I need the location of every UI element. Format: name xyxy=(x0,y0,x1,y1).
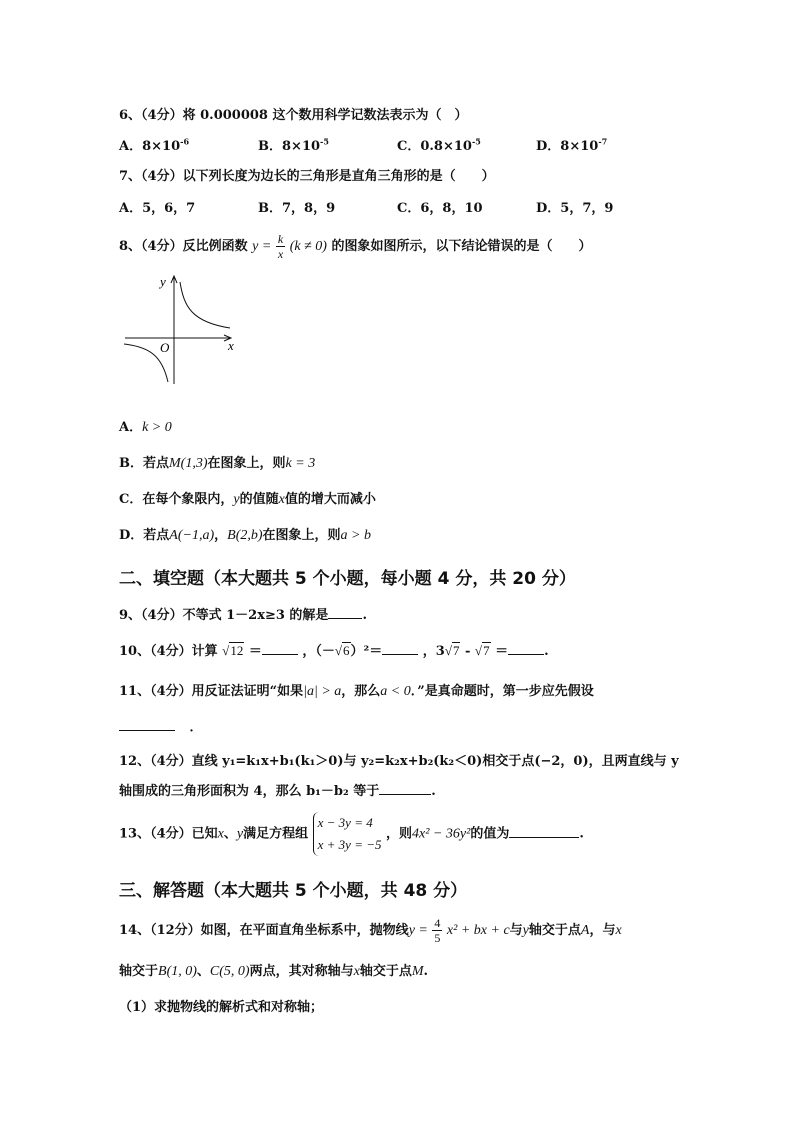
q8-option-a: A．k > 0 xyxy=(119,420,172,435)
x-axis-label: x xyxy=(228,338,234,353)
q7-option-d: D．5，7，9 xyxy=(536,201,614,216)
sqrt-12: √12 xyxy=(222,643,244,658)
q12-line-1: 12、（4分）直线 y₁=k₁x+b₁(k₁＞0)与 y₂=k₂x+b₂(k₂＜0)相交于点(−2，0)，且两直线与 y xyxy=(119,754,679,769)
q14-line-2: 轴交于B(1, 0)、C(5, 0)两点，其对称轴与x轴交于点M. xyxy=(119,964,429,979)
sqrt-7-a: √7 xyxy=(444,643,460,658)
q11-answer-line: ． xyxy=(119,716,203,735)
section-3-heading: 三、解答题（本大题共 5 个小题，共 48 分） xyxy=(119,881,468,901)
q6-option-a: A．$8\times 10^{-6}$ xyxy=(119,136,190,154)
q7-stem: 7、（4分）以下列长度为边长的三角形是直角三角形的是（ ） xyxy=(119,169,495,184)
q8-stem: 8、（4分）反比例函数 y = $\frac{k}{x}$ (k ≠ 0) 的图象如图所示，以下结论错误的是（ ） xyxy=(119,232,592,261)
q6-stem: 6、（4分）将 0.000008 这个数用科学记数法表示为（ ） xyxy=(119,108,468,123)
q14-line-1: 14、（12分）如图，在平面直角坐标系中，抛物线y = $\frac{4}{5}$ x² + bx + c与y轴交于点A，与x xyxy=(119,916,622,945)
q13: 13、（4分）已知x、y满足方程组 x − 3y = 4 x + 3y = −5 ，则4x² − 36y²的值为 . xyxy=(119,812,584,856)
q8-option-d: D．若点A(−1,a)，B(2,b)在图象上，则a > b xyxy=(119,528,371,543)
q10-blank-2[interactable] xyxy=(382,642,418,655)
q8-fraction: $\frac{k}{x}$ xyxy=(277,232,284,261)
q7-option-b: B．7，8，9 xyxy=(258,201,336,216)
sqrt-6: √6 xyxy=(334,643,350,658)
sqrt-7-b: √7 xyxy=(474,643,490,658)
y-axis-label: y xyxy=(160,274,166,289)
q9-answer-blank[interactable] xyxy=(328,606,362,619)
q6-option-b: B．$8\times 10^{-5}$ xyxy=(258,136,329,154)
origin-label: O xyxy=(160,340,170,355)
q14-fraction: $\frac{4}{5}$ xyxy=(434,916,441,945)
q13-answer-blank[interactable] xyxy=(509,825,579,838)
q10-blank-1[interactable] xyxy=(262,642,298,655)
q10: 10、（4分）计算 √12 ＝ ，（－√6）²＝ ，3√7 - √7 ＝ . xyxy=(119,643,549,659)
q8-option-c: C．在每个象限内，y的值随x值的增大而减小 xyxy=(119,492,376,507)
hyperbola-branch-q1 xyxy=(180,282,230,328)
section-2-heading: 二、填空题（本大题共 5 个小题，每小题 4 分，共 20 分） xyxy=(119,569,576,589)
q6-option-d: D．$8\times 10^{-7}$ xyxy=(536,136,608,154)
q12-line-2: 轴围成的三角形面积为 4，那么 b₁－b₂ 等于 . xyxy=(119,784,436,799)
q12-answer-blank[interactable] xyxy=(379,782,431,795)
q9: 9、（4分）不等式 1－2x≥3 的解是 . xyxy=(119,608,367,623)
q11-answer-blank[interactable] xyxy=(119,718,175,731)
q8-option-b: B．若点M(1,3)在图象上，则k = 3 xyxy=(119,456,316,471)
q6-option-c: C．$0.8\times 10^{-5}$ xyxy=(397,136,481,154)
q14-sub-1: （1）求抛物线的解析式和对称轴； xyxy=(119,1000,324,1015)
q7-option-c: C．6，8，10 xyxy=(397,201,483,216)
q10-blank-3[interactable] xyxy=(508,642,544,655)
q7-option-a: A．5，6，7 xyxy=(119,201,196,216)
q13-equation-system: x − 3y = 4 x + 3y = −5 xyxy=(313,812,382,856)
q11: 11、（4分）用反证法证明“如果|a| > a，那么a < 0．”是真命题时，第一步应先假设 xyxy=(119,684,594,699)
q8-hyperbola-graph xyxy=(120,272,250,392)
